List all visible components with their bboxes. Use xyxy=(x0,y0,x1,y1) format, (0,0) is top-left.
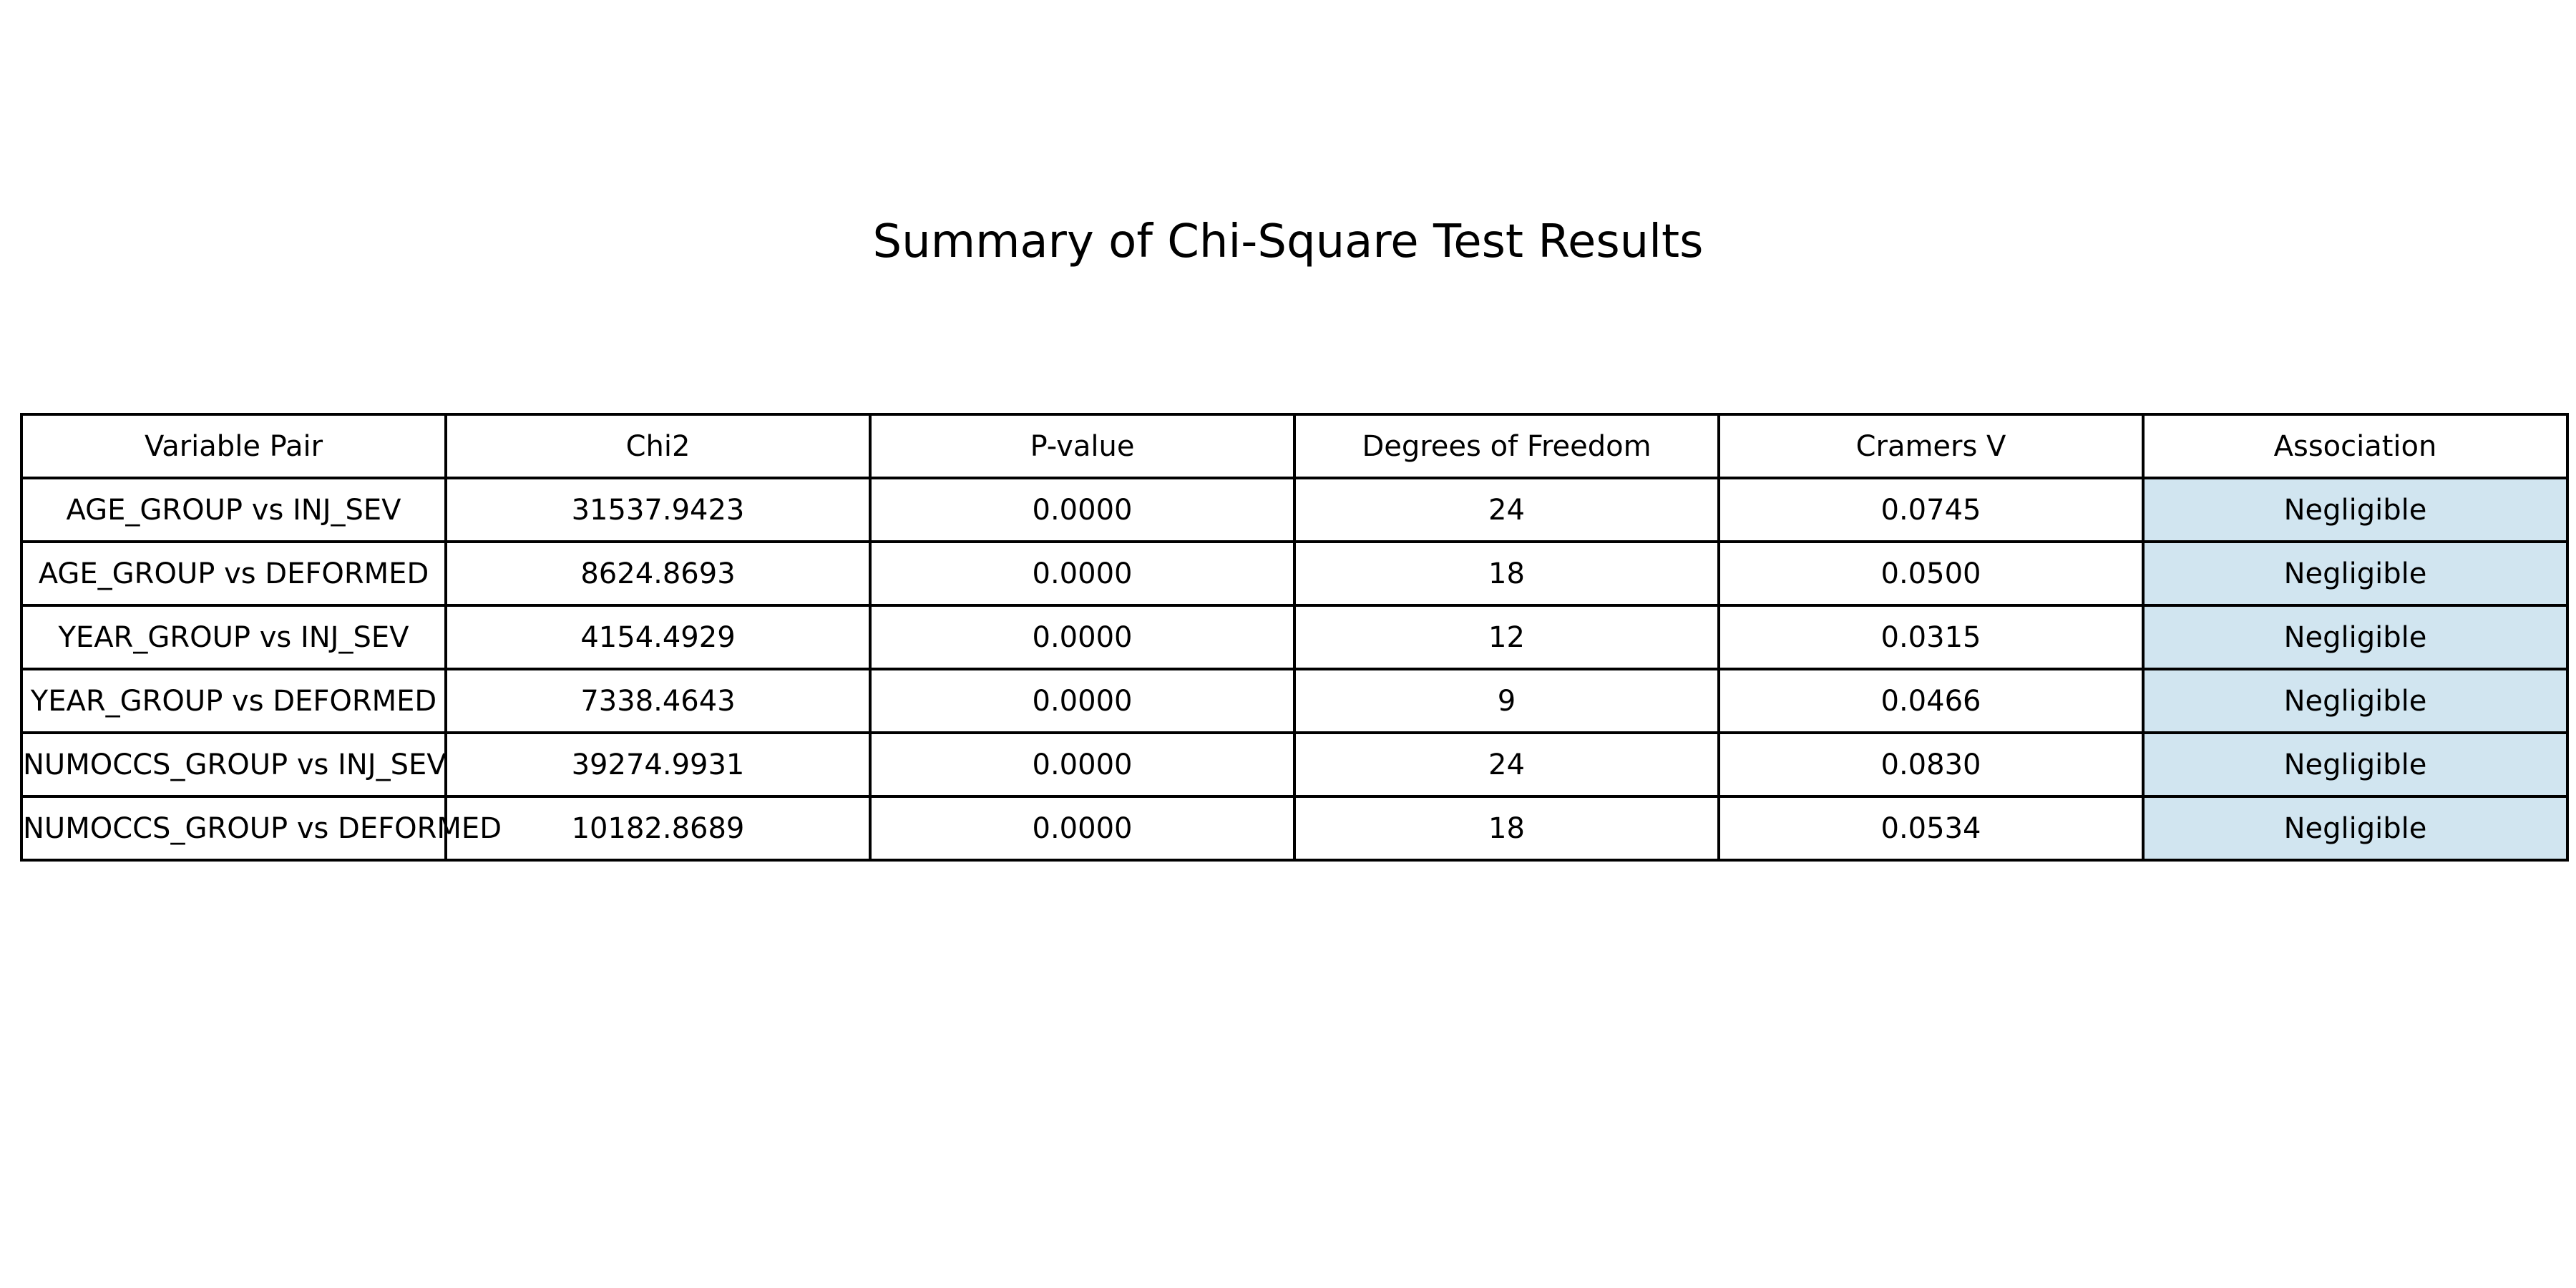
table-cell xyxy=(870,542,1294,605)
table-cell-text: Negligible xyxy=(2283,748,2427,781)
table-cell xyxy=(2143,542,2567,605)
table-cell-text: Negligible xyxy=(2283,493,2427,527)
table-cell xyxy=(446,669,870,733)
column-header-text: Variable Pair xyxy=(144,429,323,463)
table-cell-text: 0.0500 xyxy=(1880,557,1981,590)
table-cell-text: 4154.4929 xyxy=(580,620,736,654)
column-header-text: Chi2 xyxy=(625,429,691,463)
table-cell xyxy=(1719,733,2143,796)
table-cell xyxy=(870,669,1294,733)
table-cell-text: AGE_GROUP vs INJ_SEV xyxy=(66,493,401,527)
table-cell xyxy=(1294,605,1719,669)
table-cell-text: 0.0000 xyxy=(1032,748,1133,781)
column-header xyxy=(870,414,1294,478)
table-row xyxy=(21,669,2567,733)
table-body xyxy=(21,414,2567,860)
column-header-text: Cramers V xyxy=(1855,429,2006,463)
table-cell-text: 10182.8689 xyxy=(571,811,745,845)
table-cell-text: 0.0000 xyxy=(1032,620,1133,654)
column-header-text: P-value xyxy=(1030,429,1135,463)
table-cell xyxy=(1719,605,2143,669)
table-cell xyxy=(870,605,1294,669)
table-cell xyxy=(1294,796,1719,860)
table-cell-text: 0.0000 xyxy=(1032,557,1133,590)
table-cell-text: 18 xyxy=(1488,811,1525,845)
table-cell xyxy=(21,733,446,796)
table-header-row xyxy=(21,414,2567,478)
column-header xyxy=(1294,414,1719,478)
table-cell xyxy=(446,733,870,796)
table-cell-text: AGE_GROUP vs DEFORMED xyxy=(38,557,429,590)
table-cell-text: NUMOCCS_GROUP vs DEFORMED xyxy=(23,811,502,845)
table-cell-text: 0.0000 xyxy=(1032,684,1133,718)
table-cell xyxy=(1719,669,2143,733)
table-cell-text: Negligible xyxy=(2283,620,2427,654)
table-cell-text: YEAR_GROUP vs DEFORMED xyxy=(30,684,437,718)
table-row xyxy=(21,478,2567,542)
table-cell-text: 0.0315 xyxy=(1880,620,1981,654)
table-cell xyxy=(21,542,446,605)
table-cell xyxy=(1719,796,2143,860)
column-header xyxy=(446,414,870,478)
table-cell-text: 39274.9931 xyxy=(571,748,745,781)
table-cell-text: 9 xyxy=(1497,684,1516,718)
table-cell-text: 0.0466 xyxy=(1880,684,1981,718)
column-header xyxy=(21,414,446,478)
table-cell-text: 0.0745 xyxy=(1880,493,1981,527)
column-header-text: Association xyxy=(2273,429,2437,463)
column-header-text: Degrees of Freedom xyxy=(1362,429,1652,463)
table-cell-text: 0.0830 xyxy=(1880,748,1981,781)
table-row xyxy=(21,733,2567,796)
table-cell xyxy=(2143,796,2567,860)
table-cell xyxy=(1294,733,1719,796)
table-cell-text: YEAR_GROUP vs INJ_SEV xyxy=(58,620,409,654)
table-cell xyxy=(1294,542,1719,605)
table-row xyxy=(21,542,2567,605)
table-cell-text: 0.0000 xyxy=(1032,811,1133,845)
table-cell xyxy=(21,478,446,542)
column-header xyxy=(2143,414,2567,478)
table-cell-text: 31537.9423 xyxy=(571,493,745,527)
table-cell-text: Negligible xyxy=(2283,557,2427,590)
table-cell xyxy=(1719,478,2143,542)
table-cell-text: 8624.8693 xyxy=(580,557,736,590)
table-cell xyxy=(2143,733,2567,796)
table-cell xyxy=(21,605,446,669)
chart-title: Summary of Chi-Square Test Results xyxy=(872,215,1704,268)
table-cell-text: 7338.4643 xyxy=(580,684,736,718)
table-cell xyxy=(870,733,1294,796)
table-cell xyxy=(446,542,870,605)
table-cell xyxy=(446,478,870,542)
table-cell xyxy=(21,796,502,860)
table-cell xyxy=(870,796,1294,860)
table-cell-text: Negligible xyxy=(2283,811,2427,845)
table-row xyxy=(21,796,2567,860)
table-cell xyxy=(446,796,870,860)
table-cell-text: 0.0000 xyxy=(1032,493,1133,527)
table-cell-text: NUMOCCS_GROUP vs INJ_SEV xyxy=(23,748,447,781)
table-cell xyxy=(1719,542,2143,605)
column-header xyxy=(1719,414,2143,478)
table-cell xyxy=(1294,478,1719,542)
table-cell-text: 24 xyxy=(1488,748,1525,781)
table-cell xyxy=(2143,669,2567,733)
table-cell-text: Negligible xyxy=(2283,684,2427,718)
table-cell xyxy=(870,478,1294,542)
table-cell-text: 0.0534 xyxy=(1880,811,1981,845)
table-cell xyxy=(21,669,446,733)
table-cell xyxy=(446,605,870,669)
table-cell xyxy=(1294,669,1719,733)
table-row xyxy=(21,605,2567,669)
table-cell-text: 12 xyxy=(1488,620,1525,654)
table-cell-text: 18 xyxy=(1488,557,1525,590)
results-table xyxy=(20,413,2569,862)
table-cell-text: 24 xyxy=(1488,493,1525,527)
table-cell xyxy=(2143,605,2567,669)
table-cell xyxy=(2143,478,2567,542)
